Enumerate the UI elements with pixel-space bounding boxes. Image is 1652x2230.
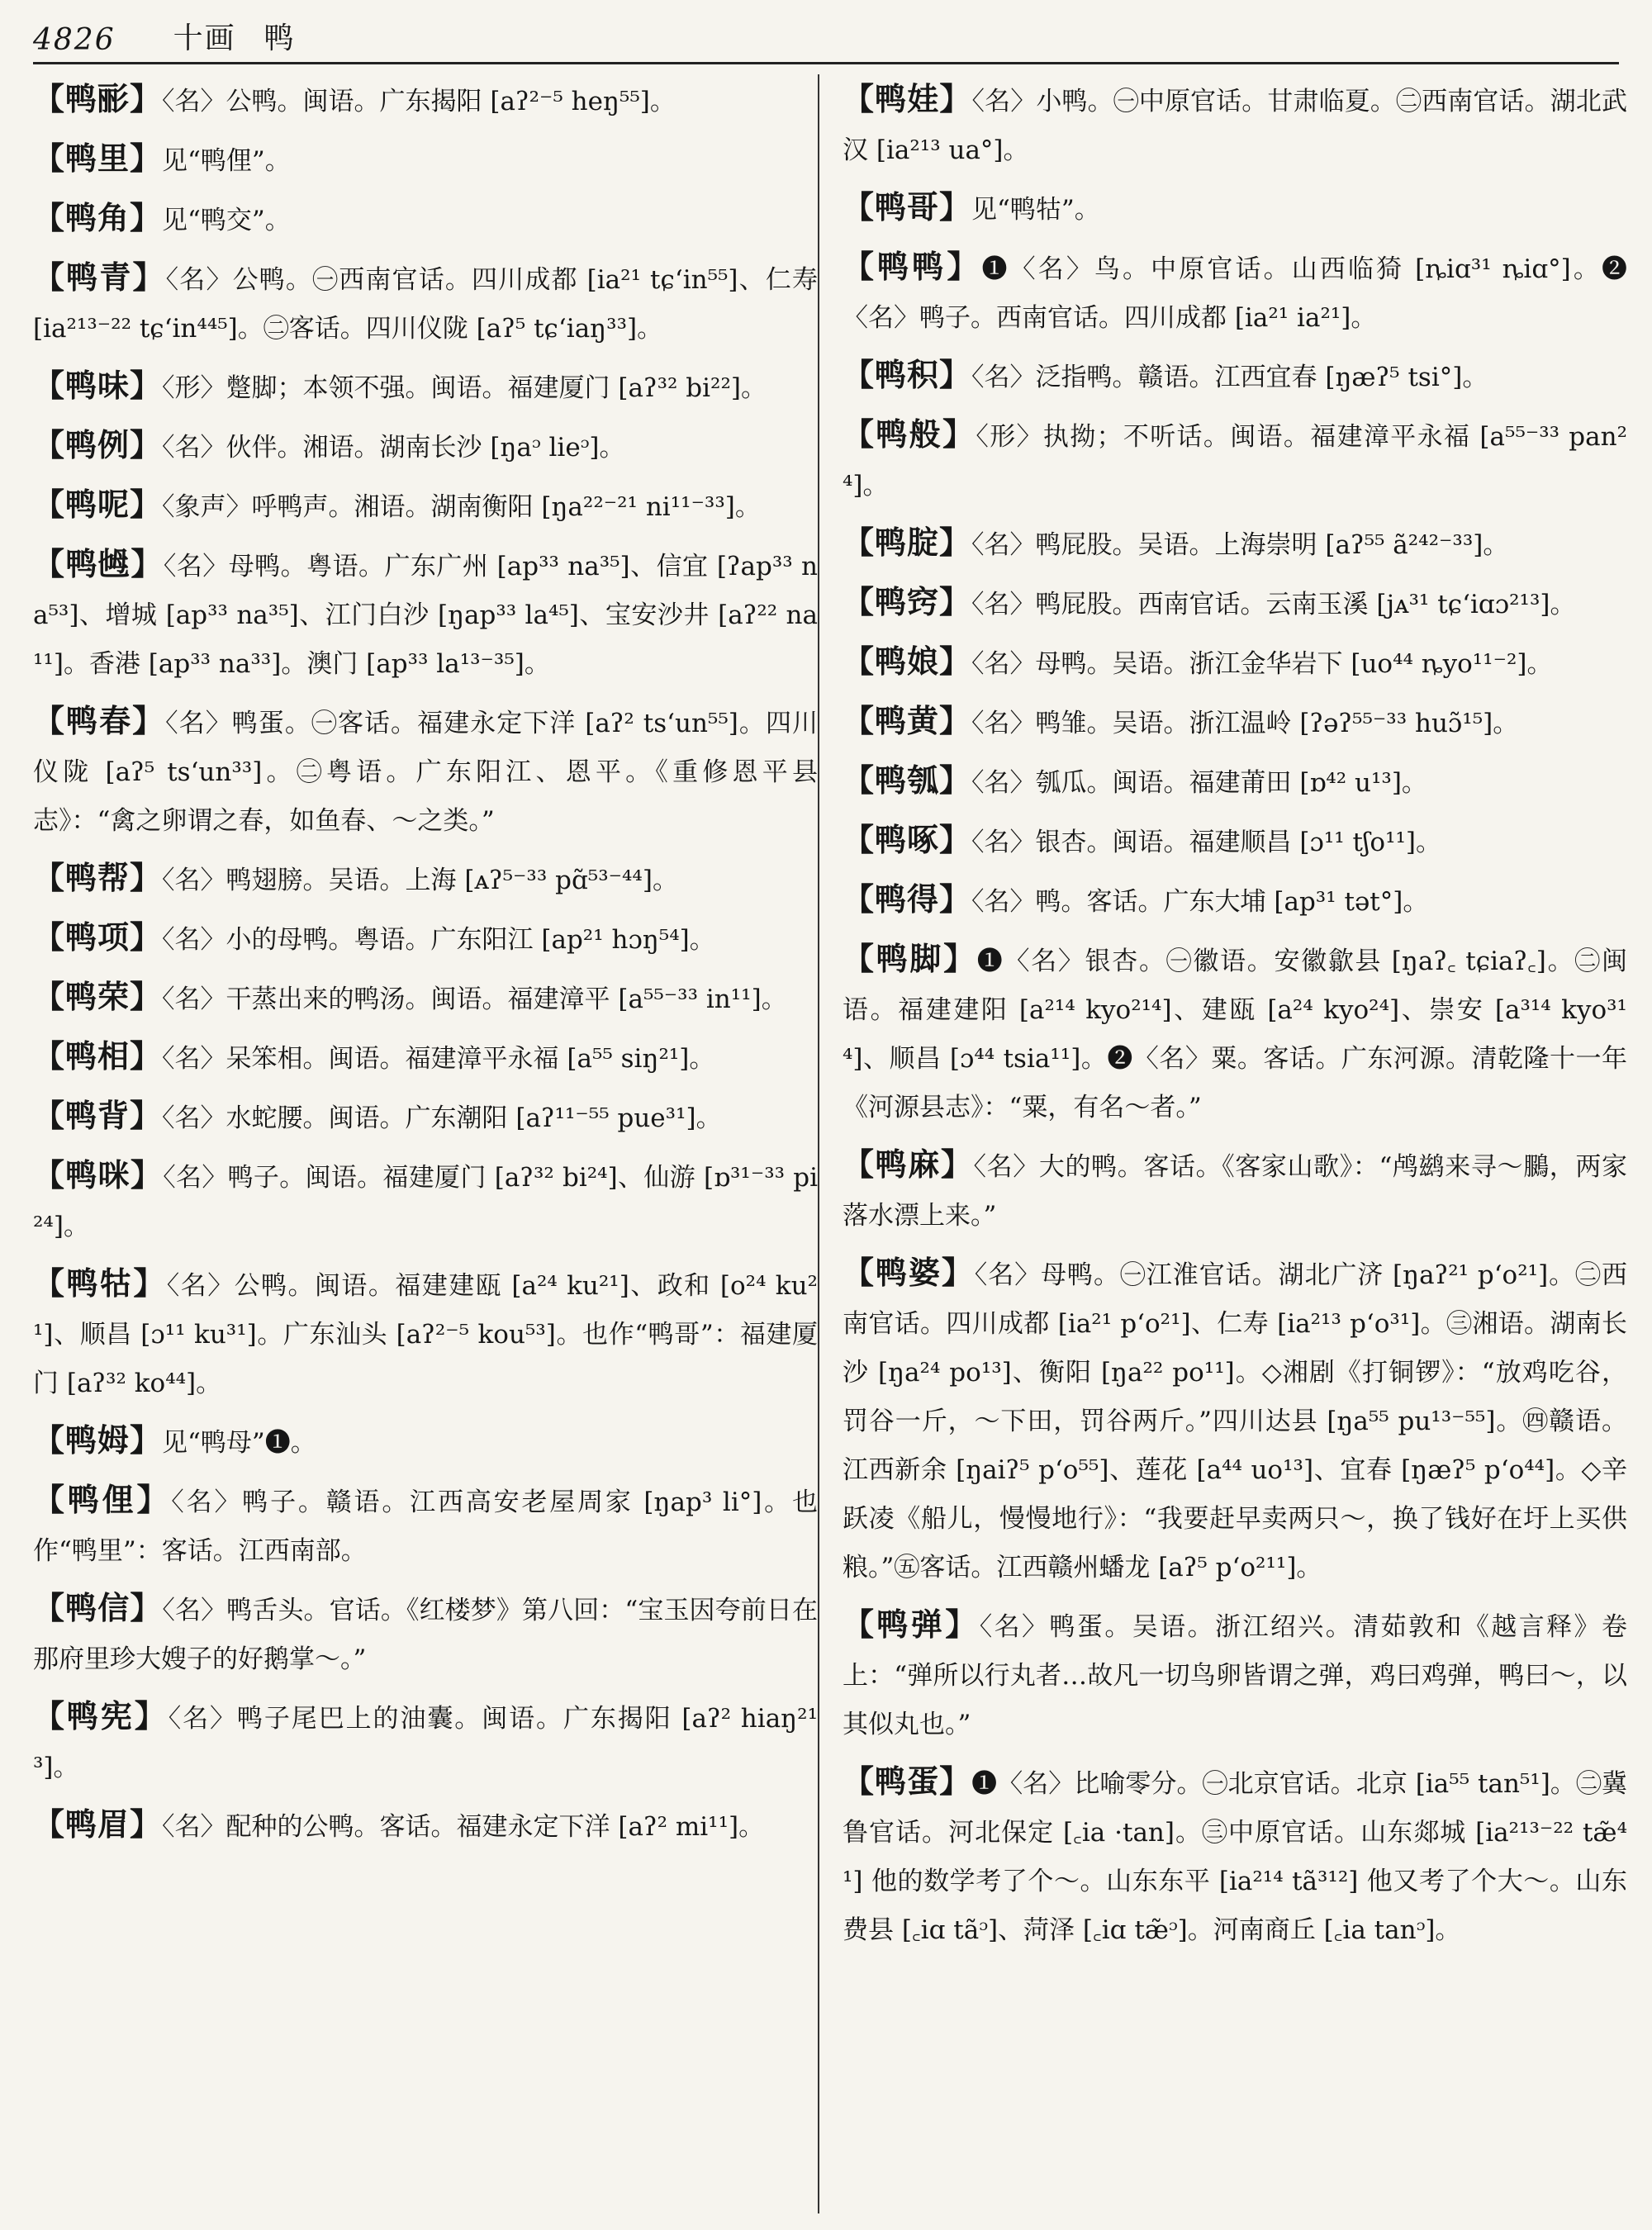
entry-definition: 〈名〉瓠瓜。闽语。福建莆田 [ɒ⁴² u¹³]。 <box>971 768 1427 798</box>
dictionary-entry <box>843 637 1627 689</box>
dictionary-entry <box>843 410 1627 510</box>
entry-headword: 【鸭得】 <box>843 880 972 918</box>
entry-headword: 【鸭青】 <box>33 259 166 296</box>
entry-headword: 【鸭啄】 <box>843 821 972 858</box>
dictionary-entry <box>33 1416 818 1468</box>
dictionary-entry <box>843 1600 1627 1749</box>
entry-definition: 〈名〉母鸭。吴语。浙江金华岩下 [uo⁴⁴ ȵyo¹¹⁻²]。 <box>971 649 1553 679</box>
entry-definition: 〈名〉伙伴。湘语。湖南长沙 [ŋaᵓ lieᵓ]。 <box>162 433 625 463</box>
entry-definition: 〈名〉鸭子。赣语。江西高安老屋周家 [ŋap³ li°]。也作“鸭里”：客话。江西南部。 <box>33 1487 818 1566</box>
entry-headword: 【鸭脚】 <box>843 940 977 977</box>
entry-definition: 见“鸭母”❶。 <box>162 1428 316 1458</box>
column-divider <box>818 74 819 2213</box>
entry-definition: 见“鸭牯”。 <box>971 195 1100 225</box>
entry-headword: 【鸭例】 <box>33 426 163 463</box>
entry-headword: 【鸭荣】 <box>33 978 163 1015</box>
entry-definition: 〈形〉执拗；不听话。闽语。福建漳平永福 [a⁵⁵⁻³³ pan²⁴]。 <box>843 422 1627 501</box>
dictionary-entry <box>843 577 1627 629</box>
dictionary-entry <box>33 480 818 532</box>
dictionary-entry <box>33 1259 818 1408</box>
dictionary-entry <box>843 934 1627 1132</box>
entry-definition: 〈名〉母鸭。㊀江淮官话。湖北广济 [ŋaʔ²¹ pʻo²¹]。㊁西南官话。四川成都 [ia²¹ pʻo²¹]、仁寿 [ia²¹³ pʻo³¹]。㊂湘语。湖南长沙 [ŋa²⁴ po¹³]、衡阳 [ŋa²² po¹¹]。◇湘剧《打铜锣》：“放鸡吃谷，罚谷一斤，～下田，罚谷两斤。”四川达县 [ŋa⁵⁵ pu¹³⁻⁵⁵]。㊃赣语。江西新余 [ŋaiʔ⁵ pʻo⁵⁵]、莲花 [a⁴⁴ uo¹³]、宜春 [ŋæʔ⁵ pʻo⁴⁴]。◇辛跃凌《船儿，慢慢地行》：“我要赶早卖两只～，换了钱好在圩上买供粮。”㊄客话。江西赣州蟠龙 [aʔ⁵ pʻo²¹¹]。 <box>843 1260 1627 1582</box>
entry-definition: 〈名〉银杏。闽语。福建顺昌 [ɔ¹¹ tʃo¹¹]。 <box>971 828 1442 857</box>
entry-headword: 【鸭项】 <box>33 918 163 956</box>
dictionary-entry <box>843 350 1627 402</box>
dictionary-entry <box>33 1583 818 1684</box>
entry-headword: 【鸭蛋】 <box>843 1763 972 1800</box>
entry-definition: 〈名〉鸭蛋。吴语。浙江绍兴。清茹敦和《越言释》卷上：“弹所以行丸者…故凡一切鸟卵皆谓之弹，鸡曰鸡弹，鸭曰～，以其似丸也。” <box>843 1612 1627 1739</box>
entry-definition: 〈名〉公鸭。闽语。广东揭阳 [aʔ²⁻⁵ heŋ⁵⁵]。 <box>162 87 676 116</box>
dictionary-entry <box>843 756 1627 808</box>
entry-headword: 【鸭哥】 <box>843 188 972 225</box>
entry-definition: 〈名〉大的鸭。客话。《客家山歌》：“鸬鹚来寻～鵩，两家落水漂上来。” <box>843 1152 1627 1231</box>
entry-headword: 【鸭俚】 <box>33 1481 172 1518</box>
entry-headword: 【鸭婆】 <box>843 1254 975 1291</box>
dictionary-entry <box>33 1151 818 1251</box>
entry-headword: 【鸭眉】 <box>33 1805 163 1843</box>
dictionary-entry <box>33 913 818 965</box>
entry-headword: 【鸭背】 <box>33 1097 163 1134</box>
section-character: 鸭 <box>263 21 296 55</box>
dictionary-entry <box>33 420 818 472</box>
entry-definition: 〈名〉配种的公鸭。客话。福建永定下洋 [aʔ² mi¹¹]。 <box>162 1812 765 1842</box>
entry-headword: 【鸭乸】 <box>33 545 164 582</box>
dictionary-entry <box>33 1032 818 1084</box>
dictionary-entry <box>33 696 818 846</box>
entry-headword: 【鸭宪】 <box>33 1697 169 1734</box>
dictionary-entry <box>33 361 818 413</box>
right-column <box>843 74 1627 2213</box>
entry-headword: 【鸭窍】 <box>843 583 972 620</box>
entry-definition: 〈名〉鸭。客话。广东大埔 [ap³¹ tət°]。 <box>971 887 1429 917</box>
entry-headword: 【鸭帮】 <box>33 859 163 896</box>
entry-definition: 〈名〉呆笨相。闽语。福建漳平永福 [a⁵⁵ siŋ²¹]。 <box>162 1044 715 1074</box>
entry-headword: 【鸭娃】 <box>843 80 972 117</box>
entry-headword: 【鸭春】 <box>33 702 166 739</box>
entry-definition: 〈名〉小的母鸭。粤语。广东阳江 [ap²¹ hɔŋ⁵⁴]。 <box>162 925 715 955</box>
entry-definition: 〈名〉鸭雏。吴语。浙江温岭 [ʔəʔ⁵⁵⁻³³ huɔ̃¹⁵]。 <box>971 709 1519 738</box>
dictionary-entry <box>33 1475 818 1576</box>
entry-headword: 【鸭弹】 <box>843 1606 980 1643</box>
entry-definition: 〈名〉鸭子。闽语。福建厦门 [aʔ³² bi²⁴]、仙游 [ɒ³¹⁻³³ pi²⁴]。 <box>33 1163 818 1241</box>
dictionary-entry <box>843 1757 1627 1955</box>
dictionary-entry <box>843 696 1627 748</box>
entry-definition: 〈名〉公鸭。闽语。福建建瓯 [a²⁴ ku²¹]、政和 [o²⁴ ku²¹]、顺昌 [ɔ¹¹ ku³¹]。广东汕头 [aʔ²⁻⁵ kou⁵³]。也作“鸭哥”：福建厦门 [aʔ³² ko⁴⁴]。 <box>33 1271 818 1398</box>
entry-headword: 【鸭牯】 <box>33 1264 167 1302</box>
entry-headword: 【鸭咪】 <box>33 1156 164 1193</box>
dictionary-entry <box>843 875 1627 927</box>
entry-definition: 〈名〉鸭翅膀。吴语。上海 [ᴀʔ⁵⁻³³ pɑ̃⁵³⁻⁴⁴]。 <box>162 866 678 895</box>
entry-headword: 【鸭鸭】 <box>843 248 982 285</box>
page-number: 4826 <box>33 23 116 57</box>
dictionary-entry <box>33 134 818 186</box>
entry-headword: 【鸭呢】 <box>33 486 163 523</box>
entry-definition: 〈名〉水蛇腰。闽语。广东潮阳 [aʔ¹¹⁻⁵⁵ pue³¹]。 <box>162 1103 722 1133</box>
entry-definition: 〈形〉蹩脚；本领不强。闽语。福建厦门 [aʔ³² bi²²]。 <box>162 373 767 403</box>
entry-headword: 【鸭里】 <box>33 140 163 177</box>
dictionary-entry <box>33 539 818 689</box>
entry-headword: 【鸭麻】 <box>843 1146 974 1183</box>
dictionary-entry <box>33 972 818 1024</box>
dictionary-entry <box>33 1800 818 1852</box>
entry-definition: 见“鸭交”。 <box>162 206 291 235</box>
dictionary-entry <box>33 193 818 245</box>
entry-definition: 〈名〉鸭蛋。㊀客话。福建永定下洋 [aʔ² tsʻun⁵⁵]。四川仪陇 [aʔ⁵ tsʻun³³]。㊁粤语。广东阳江、恩平。《重修恩平县志》：“禽之卵谓之春，如鱼春、～之类。” <box>33 709 818 836</box>
dictionary-entry <box>33 74 818 126</box>
dictionary-entry <box>843 1248 1627 1592</box>
dictionary-entry <box>843 242 1627 343</box>
dictionary-entry <box>33 1091 818 1143</box>
entry-definition: ❶〈名〉银杏。㊀徽语。安徽歙县 [ŋaʔ꜀ tɕiaʔ꜀]。㊁闽语。福建建阳 [a²¹⁴ kyo²¹⁴]、建瓯 [a²⁴ kyo²⁴]、崇安 [a³¹⁴ kyo³¹⁴]、顺昌 [ɔ⁴⁴ tsia¹¹]。❷〈名〉粟。客话。广东河源。清乾隆十一年《河源县志》：“粟，有名～者。” <box>843 947 1627 1122</box>
section-label: 十画 <box>173 21 236 55</box>
entry-headword: 【鸭积】 <box>843 356 972 393</box>
dictionary-entry <box>33 253 818 353</box>
entry-definition: ❶〈名〉鸟。中原官话。山西临猗 [ȵiɑ³¹ ȵiɑ°]。❷〈名〉鸭子。西南官话。四川成都 [ia²¹ ia²¹]。 <box>843 254 1627 333</box>
entry-definition: 〈名〉鸭舌头。官话。《红楼梦》第八回：“宝玉因夸前日在那府里珍大嫂子的好鹅掌～。” <box>33 1596 818 1674</box>
page-header <box>33 17 1619 64</box>
left-column <box>33 74 818 2213</box>
entry-definition: 〈名〉干蒸出来的鸭汤。闽语。福建漳平 [a⁵⁵⁻³³ in¹¹]。 <box>162 985 787 1014</box>
entry-headword: 【鸭彨】 <box>33 80 163 117</box>
entry-headword: 【鸭娘】 <box>843 643 972 680</box>
dictionary-entry <box>33 853 818 905</box>
entry-headword: 【鸭姆】 <box>33 1421 163 1459</box>
dictionary-entry <box>843 1140 1627 1241</box>
entry-definition: 〈名〉母鸭。粤语。广东广州 [ap³³ na³⁵]、信宜 [ʔap³³ na⁵³]、增城 [ap³³ na³⁵]、江门白沙 [ŋap³³ la⁴⁵]、宝安沙井 [aʔ²² na¹¹]。香港 [ap³³ na³³]。澳门 [ap³³ la¹³⁻³⁵]。 <box>33 552 818 679</box>
entry-headword: 【鸭相】 <box>33 1037 163 1075</box>
entry-definition: 〈名〉泛指鸭。赣语。江西宜春 [ŋæʔ⁵ tsi°]。 <box>971 363 1488 392</box>
entry-headword: 【鸭信】 <box>33 1589 163 1626</box>
dictionary-entry <box>843 815 1627 867</box>
entry-headword: 【鸭腚】 <box>843 524 972 561</box>
entry-definition: ❶〈名〉比喻零分。㊀北京官话。北京 [ia⁵⁵ tan⁵¹]。㊁冀鲁官话。河北保定 [꜀ia ·tan]。㊂中原官话。山东郯城 [ia²¹³⁻²² tæ̃⁴¹] 他的数学考了个～。山东东平 [ia²¹⁴ tã³¹²] 他又考了个大～。山东费县 [꜀iɑ tãᵓ]、菏泽 [꜀iɑ tæ̃ᵓ]。河南商丘 [꜀ia tanᵓ]。 <box>843 1769 1627 1945</box>
entry-headword: 【鸭味】 <box>33 367 163 404</box>
dictionary-entry <box>843 518 1627 570</box>
entry-definition: 见“鸭俚”。 <box>162 146 291 176</box>
dictionary-entry <box>843 74 1627 175</box>
entry-definition: 〈名〉公鸭。㊀西南官话。四川成都 [ia²¹ tɕʻin⁵⁵]、仁寿 [ia²¹³⁻²² tɕʻin⁴⁴⁵]。㊁客话。四川仪陇 [aʔ⁵ tɕʻiaŋ³³]。 <box>33 265 818 344</box>
entry-headword: 【鸭瓠】 <box>843 762 972 799</box>
entry-headword: 【鸭般】 <box>843 415 976 453</box>
entry-definition: 〈名〉鸭子尾巴上的油囊。闽语。广东揭阳 [aʔ² hiaŋ²¹³]。 <box>33 1704 818 1782</box>
entry-definition: 〈名〉鸭屁股。吴语。上海崇明 [aʔ⁵⁵ ã²⁴²⁻³³]。 <box>971 530 1509 560</box>
entry-definition: 〈象声〉呼鸭声。湘语。湖南衡阳 [ŋa²²⁻²¹ ni¹¹⁻³³]。 <box>162 492 761 522</box>
entry-definition: 〈名〉鸭屁股。西南官话。云南玉溪 [jᴀ³¹ tɕʻiɑɔ²¹³]。 <box>971 590 1576 619</box>
entry-headword: 【鸭黄】 <box>843 702 972 739</box>
dictionary-entry <box>843 183 1627 235</box>
entry-definition: 〈名〉小鸭。㊀中原官话。甘肃临夏。㊁西南官话。湖北武汉 [ia²¹³ ua°]。 <box>843 87 1627 165</box>
dictionary-entry <box>33 1691 818 1792</box>
entry-headword: 【鸭角】 <box>33 199 163 236</box>
